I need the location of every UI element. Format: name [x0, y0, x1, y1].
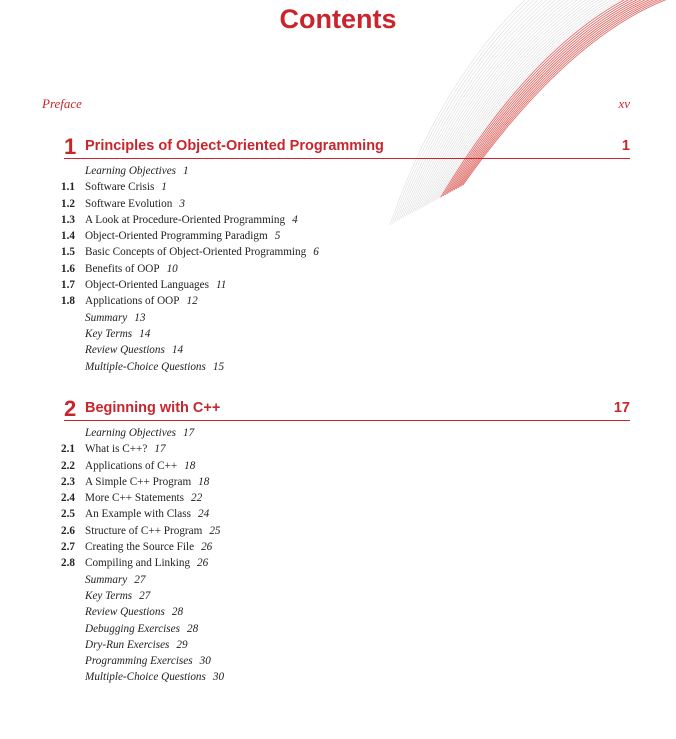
section-title: More C++ Statements: [85, 492, 184, 505]
section-page: 30: [199, 655, 211, 668]
chapter-page: 1: [621, 138, 630, 154]
toc-entry[interactable]: [64, 588, 630, 604]
section-title: Dry-Run Exercises: [85, 638, 170, 651]
section-page: 18: [198, 475, 210, 488]
section-label: [85, 539, 212, 555]
section-page: 28: [171, 606, 184, 619]
toc-entry[interactable]: [61, 293, 630, 309]
section-page: 22: [191, 492, 203, 505]
toc-entry[interactable]: [61, 474, 630, 490]
chapter-2: [61, 396, 630, 686]
section-page: 28: [186, 622, 199, 635]
section-number: 1.1: [61, 181, 75, 194]
section-number: 2.3: [61, 475, 75, 488]
section-number: 1.6: [61, 262, 75, 275]
section-page: 6: [313, 246, 319, 259]
toc-entry[interactable]: [64, 621, 630, 637]
toc-entry[interactable]: [64, 604, 630, 620]
section-label: [85, 425, 194, 441]
toc-entry[interactable]: [61, 539, 630, 555]
section-title: Learning Objectives: [85, 427, 177, 439]
section-label: [85, 523, 221, 539]
section-label: [85, 196, 185, 212]
toc-entry[interactable]: [64, 326, 630, 342]
section-title: Software Evolution: [85, 197, 173, 210]
section-title: Applications of C++: [85, 459, 178, 472]
section-title: Learning Objectives: [85, 165, 177, 177]
toc-entry[interactable]: [64, 653, 630, 669]
toc-entry[interactable]: [61, 196, 630, 212]
section-label: [85, 572, 145, 588]
section-label: [85, 490, 202, 506]
toc-entry[interactable]: [61, 441, 630, 457]
section-title: Key Terms: [85, 589, 133, 602]
section-title: Basic Concepts of Object-Oriented Programming: [85, 246, 307, 259]
section-page: 14: [139, 327, 151, 340]
section-title: Programming Exercises: [85, 655, 193, 668]
toc-entry[interactable]: [61, 261, 630, 277]
section-number: 1.5: [61, 246, 75, 259]
section-page: 26: [197, 557, 209, 570]
section-label: [85, 669, 224, 685]
section-page: 11: [215, 279, 227, 292]
toc-entry[interactable]: [61, 228, 630, 244]
section-title: Structure of C++ Program: [85, 524, 203, 537]
section-page: 29: [176, 638, 188, 651]
section-title: Multiple-Choice Questions: [85, 360, 206, 373]
section-page: 17: [183, 427, 195, 439]
section-title: Summary: [85, 311, 128, 324]
toc-entry[interactable]: [61, 458, 630, 474]
chapter-number: 1: [64, 134, 77, 159]
section-label: [85, 458, 195, 474]
section-title: A Look at Procedure-Oriented Programming: [85, 213, 286, 226]
section-title: Review Questions: [85, 344, 165, 357]
chapter-1: [61, 134, 630, 375]
preface-entry[interactable]: [42, 96, 630, 112]
section-title: Review Questions: [85, 606, 165, 619]
section-title: Applications of OOP: [85, 295, 180, 308]
section-page: 4: [292, 213, 298, 226]
section-title: A Simple C++ Program: [85, 475, 192, 488]
toc-entry[interactable]: [64, 572, 630, 588]
preface-page: xv: [618, 96, 630, 111]
section-title: What is C++?: [85, 443, 148, 456]
toc-entry[interactable]: [64, 637, 630, 653]
section-label: [85, 441, 166, 457]
section-page: 1: [161, 181, 167, 194]
section-number: 2.6: [61, 524, 75, 537]
section-number: 1.2: [61, 197, 75, 210]
section-page: 15: [212, 360, 225, 373]
section-number: 1.7: [61, 279, 75, 292]
section-title: Compiling and Linking: [85, 557, 191, 570]
toc-entry[interactable]: [64, 669, 630, 685]
section-page: 13: [134, 311, 146, 324]
section-number: 2.2: [61, 459, 75, 472]
chapter-page: 17: [613, 400, 630, 416]
section-number: 1.8: [61, 295, 75, 308]
section-page: 12: [186, 295, 198, 308]
section-label: [85, 228, 280, 244]
section-label: [85, 342, 183, 358]
section-label: [85, 474, 209, 490]
section-label: [85, 179, 167, 195]
section-label: [85, 555, 208, 571]
section-label: [85, 588, 150, 604]
section-page: 25: [209, 524, 221, 537]
toc-entry[interactable]: [64, 342, 630, 358]
section-page: 5: [274, 230, 281, 243]
toc-entry[interactable]: [61, 506, 630, 522]
section-number: 2.1: [61, 443, 75, 456]
preface-label: Preface: [42, 96, 82, 111]
toc-entry[interactable]: [64, 310, 630, 326]
toc-entry[interactable]: [61, 212, 630, 228]
section-label: [85, 604, 183, 620]
toc-entry[interactable]: [61, 277, 630, 293]
section-page: 3: [179, 197, 185, 210]
section-title: Creating the Source File: [85, 541, 195, 554]
section-title: Benefits of OOP: [85, 262, 160, 275]
section-title: Object-Oriented Programming Paradigm: [85, 230, 268, 243]
section-page: 24: [197, 508, 210, 521]
section-title: Object-Oriented Languages: [85, 279, 209, 292]
toc-entry[interactable]: [61, 523, 630, 539]
chapter-number: 2: [64, 396, 77, 421]
chapter-title: Beginning with C++: [85, 400, 221, 416]
toc-entry[interactable]: [64, 425, 630, 441]
section-title: Software Crisis: [85, 181, 155, 194]
toc-entry[interactable]: [64, 163, 630, 179]
section-label: [85, 359, 224, 375]
section-page: 26: [201, 541, 213, 554]
section-title: Debugging Exercises: [85, 622, 180, 635]
chapter-title: Principles of Object-Oriented Programming: [85, 138, 384, 154]
section-number: 2.8: [61, 557, 75, 570]
section-number: 2.5: [61, 508, 75, 521]
toc-entry[interactable]: [61, 555, 630, 571]
section-page: 17: [154, 443, 166, 456]
section-label: [85, 326, 150, 342]
section-number: 1.4: [61, 230, 75, 243]
section-label: [85, 637, 188, 653]
toc-entry[interactable]: [64, 359, 630, 375]
section-label: [85, 244, 319, 260]
section-page: 30: [212, 671, 225, 684]
section-label: [85, 163, 189, 179]
chapter-heading[interactable]: [64, 134, 630, 159]
section-label: [85, 261, 178, 277]
section-title: Key Terms: [85, 327, 133, 340]
page-title: Contents: [279, 4, 397, 34]
section-page: 27: [139, 589, 151, 602]
section-label: [85, 212, 298, 228]
section-label: [85, 310, 145, 326]
section-number: 2.7: [61, 541, 75, 554]
section-label: [85, 621, 198, 637]
section-title: An Example with Class: [85, 508, 191, 521]
chapter-entries: [61, 425, 630, 686]
section-title: Summary: [85, 573, 128, 586]
section-page: 10: [166, 262, 178, 275]
chapter-heading[interactable]: [64, 396, 630, 421]
section-number: 1.3: [61, 213, 75, 226]
section-label: [85, 506, 209, 522]
section-page: 1: [183, 165, 189, 177]
section-page: 14: [171, 344, 184, 357]
toc-entry[interactable]: [61, 179, 630, 195]
toc-entry[interactable]: [61, 244, 630, 260]
chapter-entries: [61, 163, 630, 375]
section-page: 27: [134, 573, 146, 586]
section-title: Multiple-Choice Questions: [85, 671, 206, 684]
section-page: 18: [184, 459, 196, 472]
section-label: [85, 653, 211, 669]
toc-entry[interactable]: [61, 490, 630, 506]
section-label: [85, 277, 226, 293]
section-number: 2.4: [61, 492, 75, 505]
section-label: [85, 293, 198, 309]
